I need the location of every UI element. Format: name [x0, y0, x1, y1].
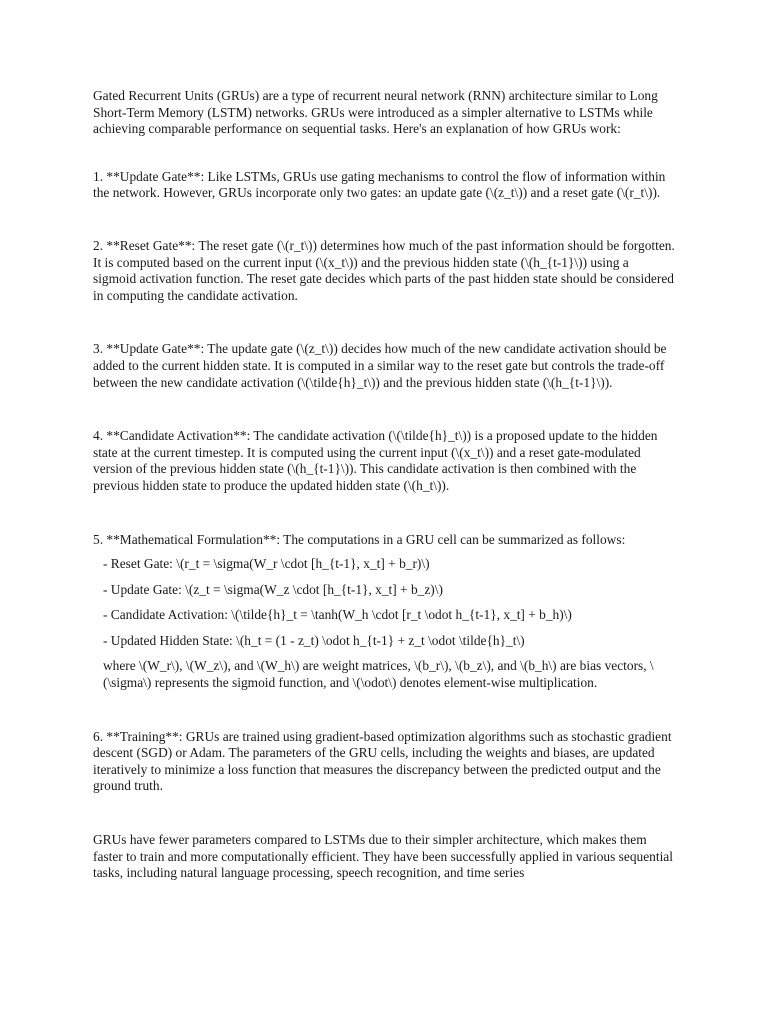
mathematical-formulation-paragraph: 5. **Mathematical Formulation**: The computations in a GRU cell can be summarized as follows:	[93, 531, 626, 547]
formula-notes: where \(W_r\), \(W_z\), and \(W_h\) are weight matrices, \(b_r\), \(b_z\), and \(b_h\) are bias vectors, \(\sigma\) represents the sigmoid function, and \(\odot\) denotes element-wise multiplication.	[103, 658, 654, 691]
updated-hidden-state-formula: - Updated Hidden State: \(h_t = (1 - z_t) \odot h_{t-1} + z_t \odot \tilde{h}_t\)	[103, 632, 525, 648]
document-page	[93, 84, 679, 882]
candidate-activation-paragraph: 4. **Candidate Activation**: The candidate activation (\(\tilde{h}_t\)) is a proposed update to the hidden state at the current timestep. It is computed using the current input (\(x_t\)) and a reset gate-modulated version of the previous hidden state (\(h_{t-1}\)). This candidate activation is then combined with the previous hidden state to produce the updated hidden state (\(h_t\)).	[93, 428, 661, 493]
update-gate-formula: - Update Gate: \(z_t = \sigma(W_z \cdot [h_{t-1}, x_t] + b_z)\)	[103, 581, 443, 597]
reset-gate-paragraph: 2. **Reset Gate**: The reset gate (\(r_t\)) determines how much of the past information should be forgotten. It is computed based on the current input (\(x_t\)) and the previous hidden state (\(h_{t-1}\)) using a sigmoid activation function. The reset gate decides which parts of the past hidden state should be considered in computing the candidate activation.	[93, 237, 679, 303]
update-gate-detail-paragraph: 3. **Update Gate**: The update gate (\(z_t\)) decides how much of the new candidate activation should be added to the current hidden state. It is computed in a similar way to the reset gate but controls the trade-off between the new candidate activation (\(\tilde{h}_t\)) and the previous hidden state (\(h_{t-1}\)).	[93, 341, 670, 390]
candidate-activation-formula: - Candidate Activation: \(\tilde{h}_t = \tanh(W_h \cdot [r_t \odot h_{t-1}, x_t] + b_h)\)	[103, 607, 572, 623]
training-paragraph: 6. **Training**: GRUs are trained using gradient-based optimization algorithms such as stochastic gradient descent (SGD) or Adam. The parameters of the GRU cells, including the weights and biases, are updated iteratively to minimize a loss function that measures the discrepancy between the predicted output and the ground truth.	[93, 728, 675, 794]
closing-paragraph: GRUs have fewer parameters compared to LSTMs due to their simpler architecture, which makes them faster to train and more computationally efficient. They have been successfully applied in various sequential tasks, including natural language processing, speech recognition, and time series	[93, 832, 677, 881]
update-gate-paragraph: 1. **Update Gate**: Like LSTMs, GRUs use gating mechanisms to control the flow of information within the network. However, GRUs incorporate only two gates: an update gate (\(z_t\)) and a reset gate (\(r_t\)).	[93, 168, 669, 201]
reset-gate-formula: - Reset Gate: \(r_t = \sigma(W_r \cdot [h_{t-1}, x_t] + b_r)\)	[103, 556, 430, 572]
intro-paragraph: Gated Recurrent Units (GRUs) are a type of recurrent neural network (RNN) architecture similar to Long Short-Term Memory (LSTM) networks. GRUs were introduced as a simpler alternative to LSTMs while achieving comparable performance on sequential tasks. Here's an explanation of how GRUs work:	[93, 88, 662, 137]
